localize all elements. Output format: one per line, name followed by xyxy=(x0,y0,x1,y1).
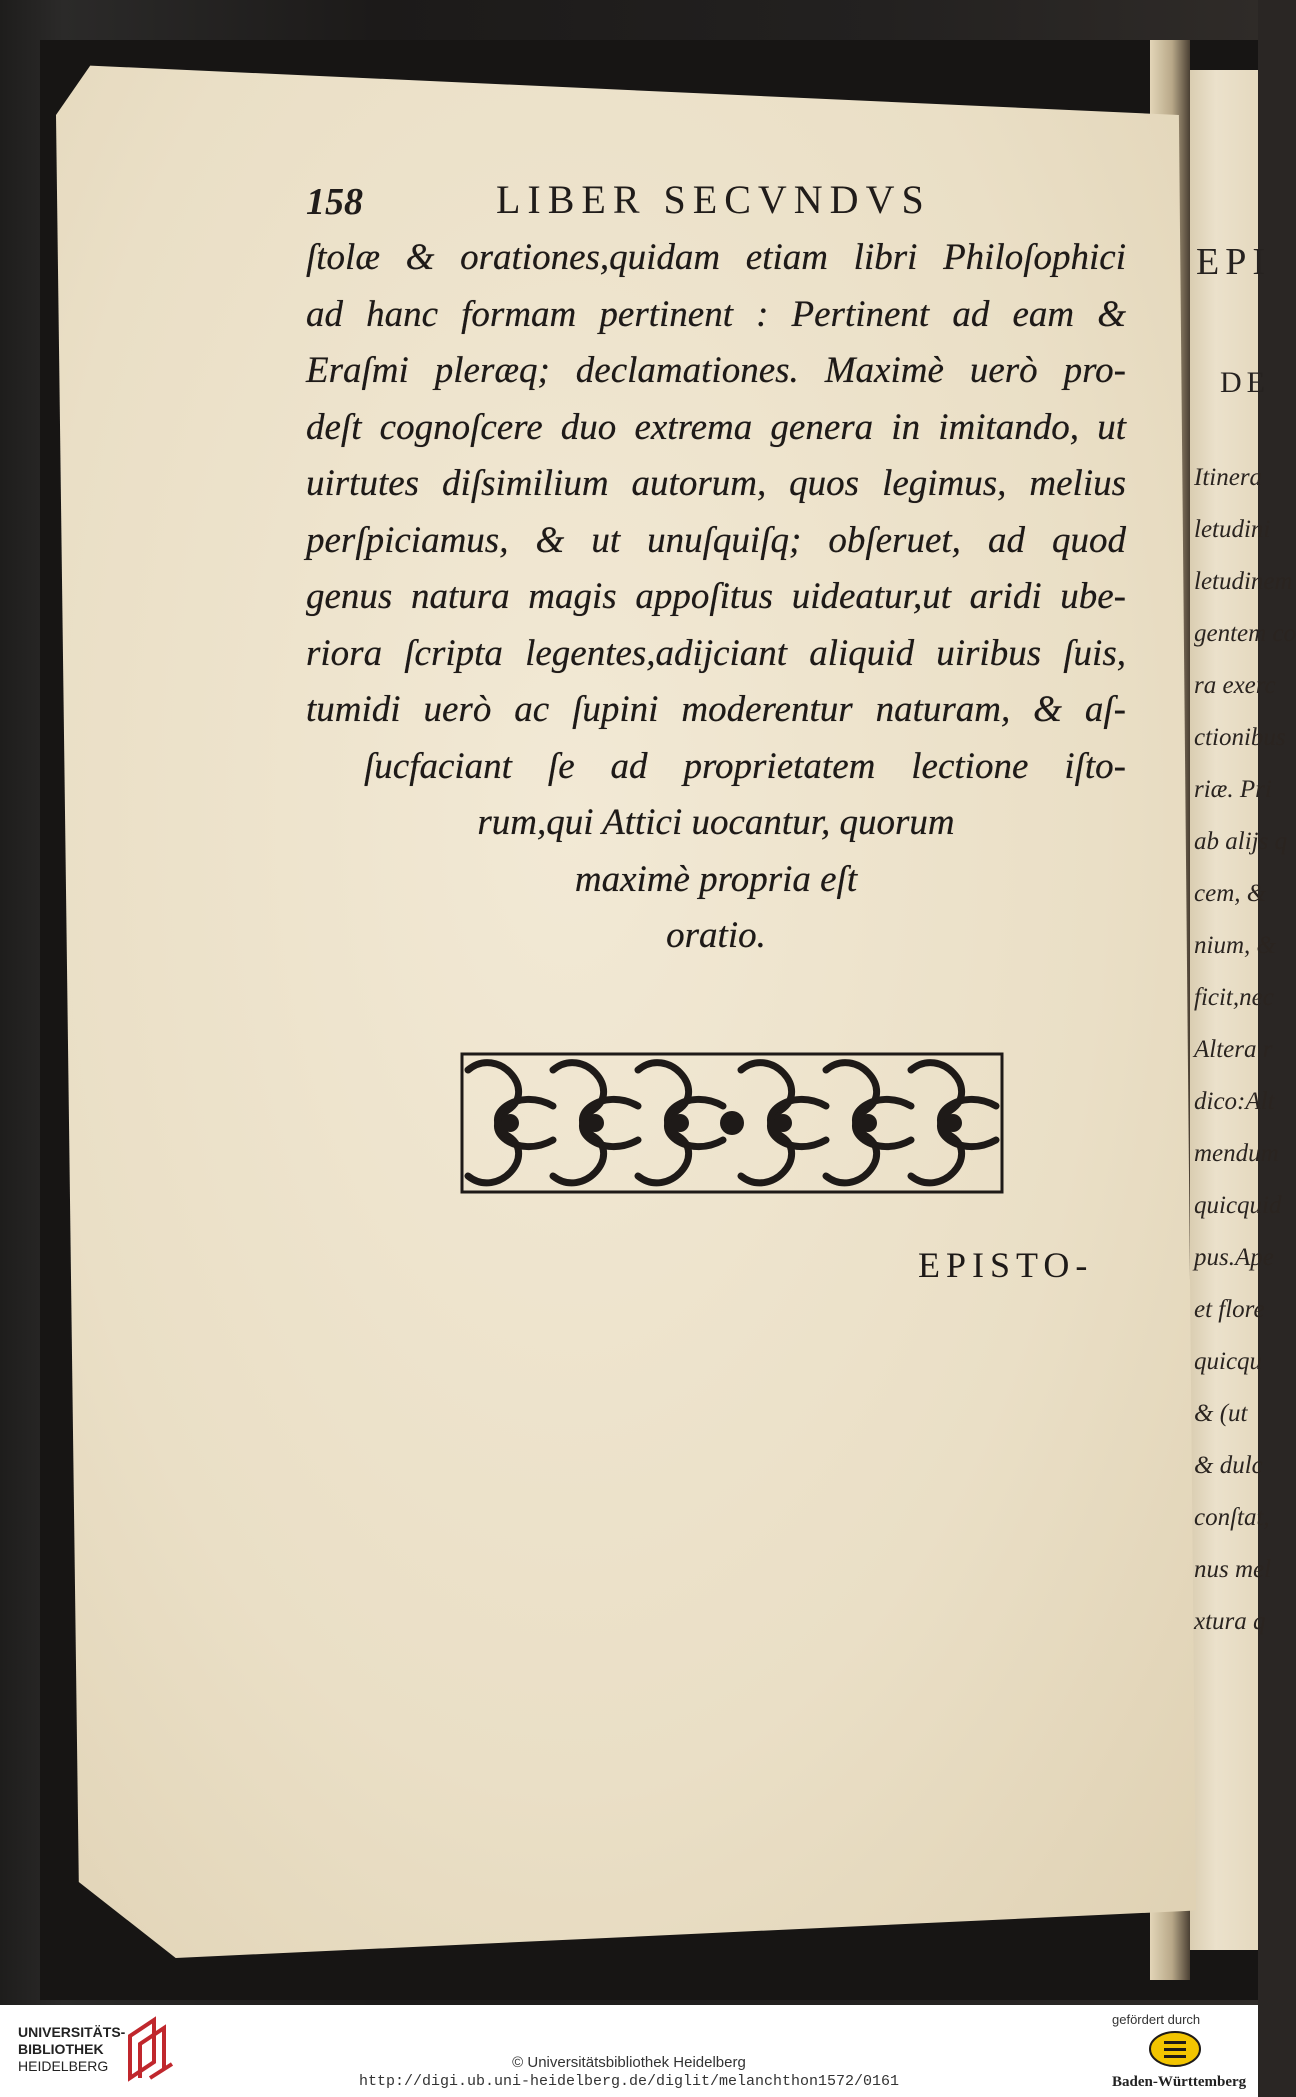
facing-line: riæ. Pri xyxy=(1194,776,1272,803)
facing-line: Altera r xyxy=(1194,1036,1273,1063)
facing-line: nus mel xyxy=(1194,1556,1272,1583)
facing-line: et flore xyxy=(1194,1296,1265,1323)
text-line: deſt cognoſcere duo extrema genera in imitando, ut xyxy=(306,406,1126,448)
facing-line: quicquid xyxy=(1194,1192,1282,1219)
facing-page-subheader: DE xyxy=(1220,366,1270,399)
body-text xyxy=(306,230,1126,965)
facing-line: gentem co xyxy=(1194,620,1296,647)
facing-line: pus.Ape xyxy=(1194,1244,1274,1271)
text-line: perſpiciamus, & ut unuſquiſq; obſeruet, ad quod xyxy=(306,519,1126,561)
text-line: ad hanc formam pertinent : Pertinent ad eam & xyxy=(306,293,1126,335)
facing-line: letudinem xyxy=(1194,568,1293,595)
facing-line: Itinera xyxy=(1194,464,1263,491)
text-line: maximè propria eſt xyxy=(574,858,858,900)
facing-page xyxy=(1188,70,1296,1950)
library-name-line: HEIDELBERG xyxy=(18,2058,109,2074)
library-name-line: BIBLIOTHEK xyxy=(18,2041,104,2057)
text-line: genus natura magis appoſitus uideatur,ut aridi ube- xyxy=(306,576,1126,617)
text-line: riora ſcripta legentes,adijciant aliquid uiribus ſuis, xyxy=(306,632,1126,674)
baden-wuerttemberg-crest-icon xyxy=(1148,2030,1202,2068)
funded-by-label: gefördert durch xyxy=(1112,2012,1201,2027)
text-line: rum,qui Attici uocantur, quorum xyxy=(477,802,955,843)
library-name-line: UNIVERSITÄTS- xyxy=(18,2024,126,2040)
facing-line: & (ut xyxy=(1194,1400,1248,1427)
facing-line: quicqu xyxy=(1194,1348,1263,1375)
facing-line: dico:Alt xyxy=(1194,1088,1275,1115)
facing-line: cem, & xyxy=(1194,880,1267,907)
funder-name: Baden-Württemberg xyxy=(1112,2074,1247,2090)
facing-line: ab alijs q xyxy=(1194,828,1288,855)
facing-line: ctionibus xyxy=(1194,724,1286,751)
facing-page-text xyxy=(1194,452,1296,1648)
text-line: ſucfaciant ſe ad proprietatem lectione iſto- xyxy=(364,745,1126,787)
facing-line: xtura q xyxy=(1194,1608,1266,1635)
page-number: 158 xyxy=(306,181,363,223)
text-line: oratio. xyxy=(666,915,766,956)
decorative-ornament xyxy=(458,1050,1006,1196)
running-head: LIBER SECVNDVS xyxy=(496,177,931,222)
facing-line: & dulc xyxy=(1194,1452,1263,1479)
facing-line: conſtat, xyxy=(1194,1504,1270,1531)
copyright-notice: © Universitätsbibliothek Heidelberg xyxy=(512,2054,746,2071)
text-line: ſtolæ & orationes,quidam etiam libri Philoſophici xyxy=(306,237,1126,278)
facing-page-header: EPI xyxy=(1196,241,1271,283)
text-line: uirtutes diſsimilium autorum, quos legimus, melius xyxy=(306,463,1126,504)
permalink-url[interactable]: http://digi.ub.uni-heidelberg.de/diglit/melanchthon1572/0161 xyxy=(358,2073,900,2090)
facing-line: ficit,nec xyxy=(1194,984,1274,1011)
facing-line: nium, & xyxy=(1194,932,1276,959)
facing-line: ra exerc xyxy=(1194,672,1276,699)
facing-line: letudini xyxy=(1194,516,1271,543)
facing-line: mendum xyxy=(1194,1140,1279,1167)
text-line: Eraſmi pleræq; declamationes. Maximè uerò pro- xyxy=(306,350,1126,391)
catchword: EPISTO- xyxy=(918,1245,1094,1285)
text-line: tumidi uerò ac ſupini moderentur naturam, & aſ- xyxy=(306,689,1126,730)
